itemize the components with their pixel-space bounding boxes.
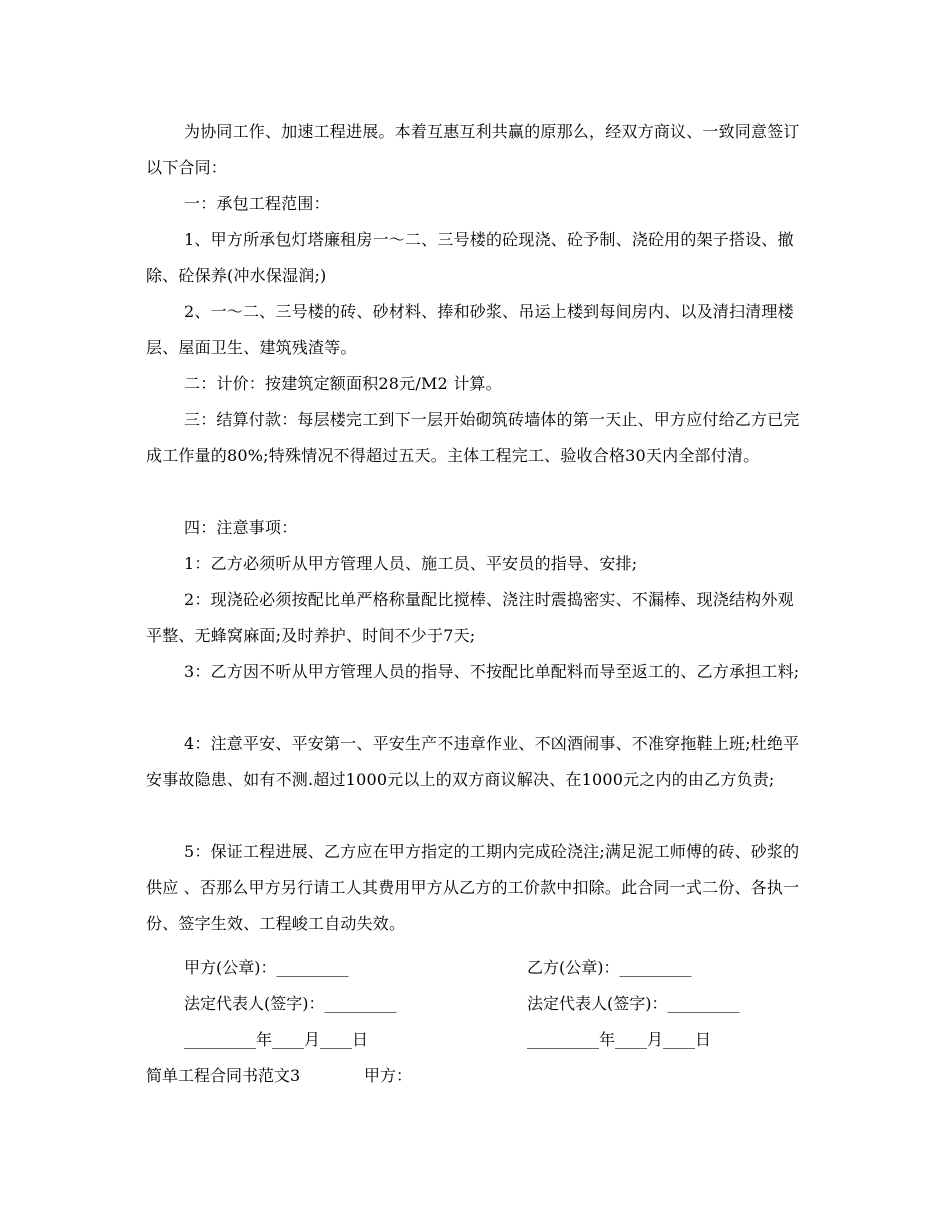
party-b-representative: 法定代表人(签字)：_________ — [527, 994, 740, 1013]
next-contract-party: 甲方： — [364, 1066, 413, 1085]
note-item-5: 5：保证工程进展、乙方应在甲方指定的工期内完成砼浇注;满足泥工师傅的砖、砂浆的供应 、否那么甲方另行请工人其费用甲方从乙方的工价款中扣除。此合同一式二份、各执一份、签字生效、工程峻工自动失效。 — [146, 842, 800, 933]
section-scope-heading: 一：承包工程范围： — [184, 194, 330, 213]
intro-paragraph: 为协同工作、加速工程进展。本着互惠互利共赢的原那么，经双方商议、一致同意签订以下合同： — [146, 122, 800, 177]
section-payment: 三：结算付款：每层楼完工到下一层开始砌筑砖墙体的第一天止、甲方应付给乙方已完成工作量的80%;特殊情况不得超过五天。主体工程完工、验收合格30天内全部付清。 — [146, 410, 800, 465]
party-b-date: _________年____月____日 — [527, 1030, 712, 1049]
party-a-seal: 甲方(公章)：_________ — [184, 958, 349, 977]
scope-item-1: 1、甲方所承包灯塔廉租房一～二、三号楼的砼现浇、砼予制、浇砼用的架子搭设、撤除、砼保养(冲水保湿润;) — [146, 230, 794, 285]
next-contract-title: 简单工程合同书范文3 — [146, 1066, 301, 1085]
section-pricing: 二：计价：按建筑定额面积28元/M2 计算。 — [184, 374, 502, 393]
party-a-date: _________年____月____日 — [184, 1030, 369, 1049]
note-item-1: 1：乙方必须听从甲方管理人员、施工员、平安员的指导、安排; — [184, 554, 638, 573]
scope-item-2: 2、一～二、三号楼的砖、砂材料、捧和砂浆、吊运上楼到每间房内、以及清扫清理楼层、屋面卫生、建筑残渣等。 — [146, 302, 794, 357]
section-notes-heading: 四：注意事项： — [184, 518, 298, 537]
note-item-3: 3：乙方因不听从甲方管理人员的指导、不按配比单配料而导至返工的、乙方承担工料; — [184, 662, 800, 681]
party-b-seal: 乙方(公章)：_________ — [527, 958, 692, 977]
note-item-4: 4：注意平安、平安第一、平安生产不违章作业、不凶酒闹事、不准穿拖鞋上班;杜绝平安事故隐患、如有不测.超过1000元以上的双方商议解决、在1000元之内的由乙方负责; — [146, 734, 800, 789]
note-item-2: 2：现浇砼必须按配比单严格称量配比搅棒、浇注时震捣密实、不漏棒、现浇结构外观平整、无蜂窝麻面;及时养护、时间不少于7天; — [146, 590, 794, 645]
party-a-representative: 法定代表人(签字)：_________ — [184, 994, 397, 1013]
